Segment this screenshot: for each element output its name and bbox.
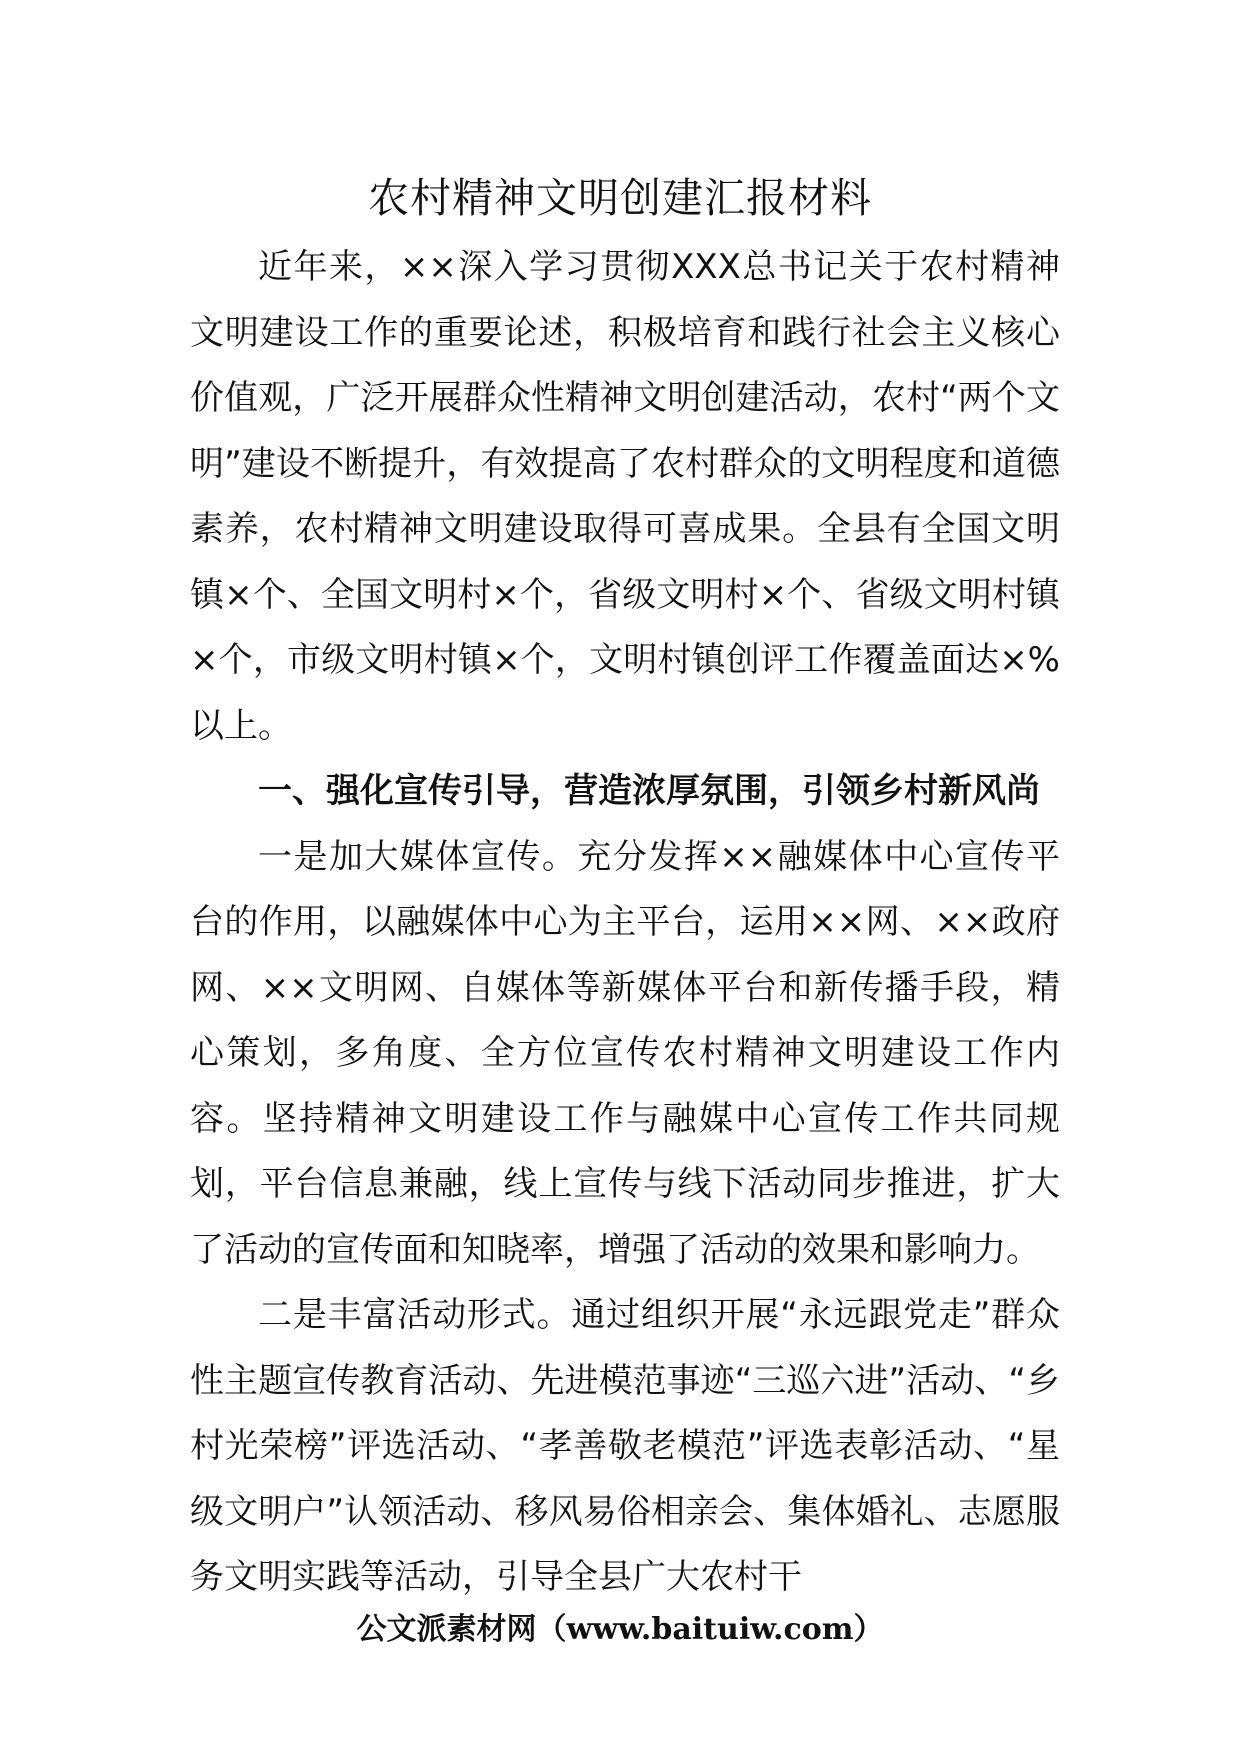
footer-watermark: 公文派素材网（www.baituiw.com）: [356, 1612, 884, 1647]
intro-paragraph: 近年来，××深入学习贯彻XXX总书记关于农村精神文明建设工作的重要论述，积极培育和践行社会主义核心价值观，广泛开展群众性精神文明创建活动，农村“两个文明”建设不断提升，有效提高了农村群众的文明程度和道德素养，农村精神文明建设取得可喜成果。全县有全国文明镇×个、全国文明村×个，省级文明村×个、省级文明村镇×个，市级文明村镇×个，文明村镇创评工作覆盖面达×%以上。: [190, 247, 1060, 746]
media-paragraph: 一是加大媒体宣传。充分发挥××融媒体中心宣传平台的作用，以融媒体中心为主平台，运用××网、××政府网、××文明网、自媒体等新媒体平台和新传播手段，精心策划，多角度、全方位宣传农村精神文明建设工作内容。坚持精神文明建设工作与融媒中心宣传工作共同规划，平台信息兼融，线上宣传与线下活动同步推进，扩大了活动的宣传面和知晓率，增强了活动的效果和影响力。: [190, 836, 1060, 1270]
document-title: 农村精神文明创建汇报材料: [368, 174, 872, 222]
document-body: [190, 235, 1060, 1611]
section-heading: 一、强化宣传引导，营造浓厚氛围，引领乡村新风尚: [258, 771, 1040, 811]
activities-paragraph: 二是丰富活动形式。通过组织开展“永远跟党走”群众性主题宣传教育活动、先进模范事迹“三巡六进”活动、“乡村光荣榜”评选活动、“孝善敬老模范”评选表彰活动、“星级文明户”认领活动、移风易俗相亲会、集体婚礼、志愿服务文明实践等活动，引导全县广大农村干: [190, 1295, 1060, 1597]
